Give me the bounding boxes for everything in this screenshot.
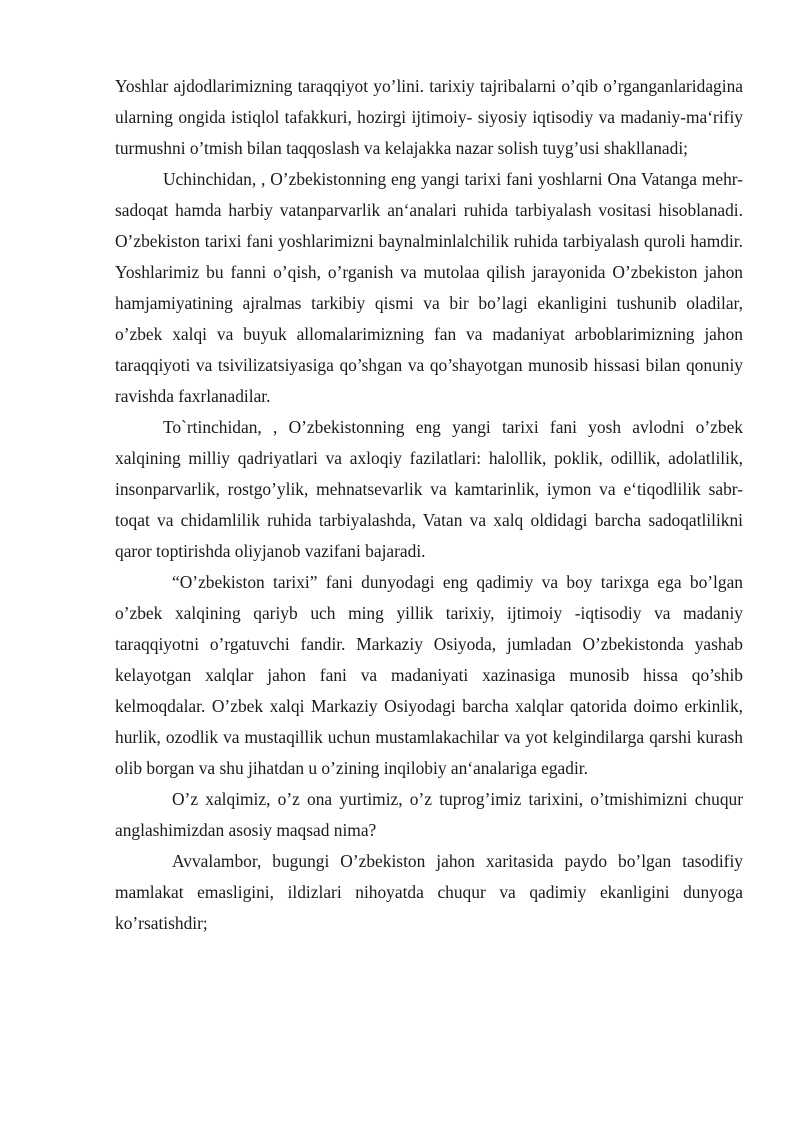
paragraph-main-question: O’z xalqimiz, o’z ona yurtimiz, o’z tuprog’imiz tarixini, o’tmishimizni chuqur anglashimizdan asosiy maqsad nima? — [115, 789, 743, 840]
paragraph-uzbekistan-history-subject: “O’zbekiston tarixi” fani dunyodagi eng qadimiy va boy tarixga ega bo’lgan o’zbek xalqining qariyb uch ming yillik tarixiy, ijtimoiy -iqtisodiy va madaniy taraqqiyotni o’rgatuvchi fandir. Markaziy Osiyoda, jumladan O’zbekistonda yashab kelayotgan xalqlar jahon fani va madaniyati xazinasiga munosib hissa qo’shib kelmoqdalar. O’zbek xalqi Markaziy Osiyodagi barcha xalqlar qatorida doimo erkinlik, hurlik, ozodlik va mustaqillik uchun mustamlakachilar va yot kelgindilarga qarshi kurash olib borgan va shu jihatdan u o’zining inqilobiy an‘analariga egadir. — [115, 572, 743, 778]
paragraph-thirdly: Uchinchidan, , O’zbekistonning eng yangi tarixi fani yoshlarni Ona Vatanga mehr- sadoqat hamda harbiy vatanparvarlik an‘analari ruhida tarbiyalash vositasi hisoblanadi. O’zbekiston tarixi fani yoshlarimizni baynalminlalchilik ruhida tarbiyalash quroli hamdir. Yoshlarimiz bu fanni o’qish, o’rganish va mutolaa qilish jarayonida O’zbekiston jahon hamjamiyatining ajralmas tarkibiy qismi va bir bo’lagi ekanligini tushunib oladilar, o’zbek xalqi va buyuk allomalarimizning fan va madaniyat arboblarimizning jahon taraqqiyoti va tsivilizatsiyasiga qo’shgan va qo’shayotgan munosib hissasi bilan qonuniy ravishda faxrlanadilar. — [115, 169, 743, 406]
paragraph-fourthly: To`rtinchidan, , O’zbekistonning eng yangi tarixi fani yosh avlodni o’zbek xalqining milliy qadriyatlari va axloqiy fazilatlari: halollik, poklik, odillik, adolatlilik, insonparvarlik, rostgo’ylik, mehnatsevarlik va kamtarinlik, iymon va e‘tiqodlilik sabr-toqat va chidamlilik ruhida tarbiyalashda, Vatan va xalq oldidagi barcha sadoqatlilikni qaror toptirishda oliyjanob vazifani bajaradi. — [115, 417, 743, 561]
paragraph-youth-history: Yoshlar ajdodlarimizning taraqqiyot yo’lini. tarixiy tajribalarni o’qib o’rganganlaridagina ularning ongida istiqlol tafakkuri, hozirgi ijtimoiy- siyosiy iqtisodiy va madaniy-ma‘rifiy turmushni o’tmish bilan taqqoslash va kelajakka nazar solish tuyg’usi shakllanadi; — [115, 76, 743, 158]
paragraph-first-of-all: Avvalambor, bugungi O’zbekiston jahon xaritasida paydo bo’lgan tasodifiy mamlakat emasligini, ildizlari nihoyatda chuqur va qadimiy ekanligini dunyoga ko’rsatishdir; — [115, 851, 743, 933]
document-body — [115, 71, 743, 939]
